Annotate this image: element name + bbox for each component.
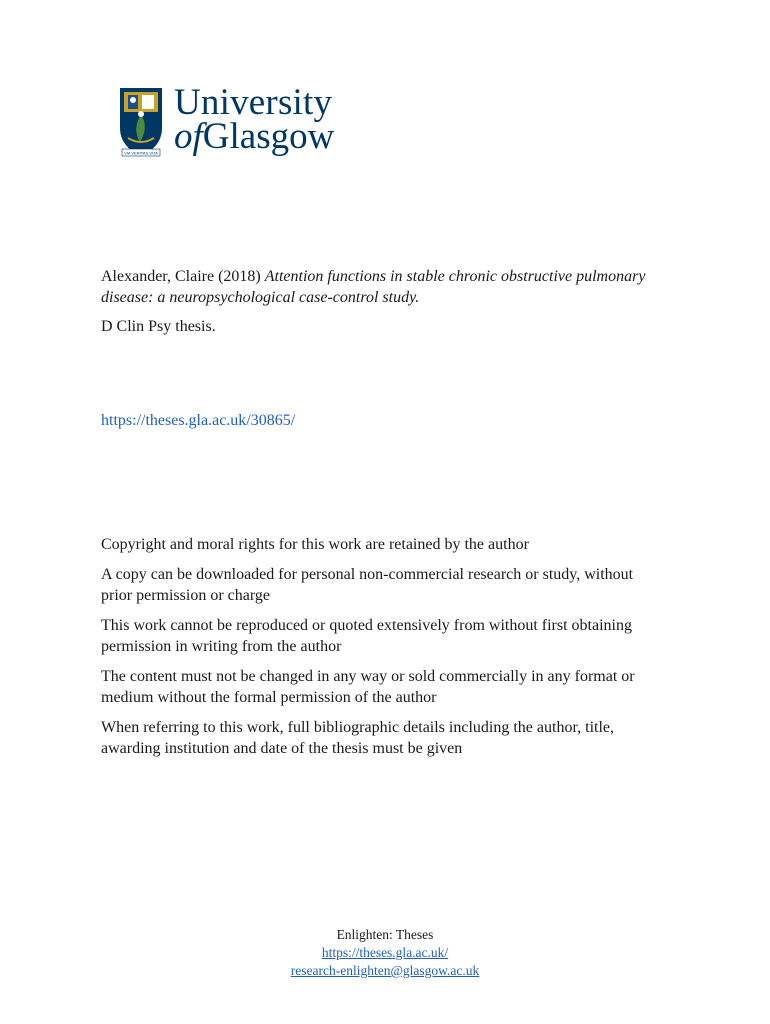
rights-paragraph: A copy can be downloaded for personal non-commercial research or study, without prior permission or charge [101, 566, 634, 604]
university-crest-icon [118, 86, 164, 158]
rights-paragraph: This work cannot be reproduced or quoted extensively from without first obtaining permission in writing from the author [101, 617, 632, 655]
footer-heading: Enlighten: Theses [336, 927, 434, 942]
citation-title: Attention functions in stable chronic obstructive pulmonary disease: a neuropsychological case-control study. [101, 268, 646, 306]
wordmark-of: of [174, 116, 203, 157]
thesis-url-link[interactable]: https://theses.gla.ac.uk/30865/ [101, 412, 296, 429]
citation-author-year: Alexander, Claire (2018) [101, 268, 265, 285]
footer-email-link[interactable]: research-enlighten@glasgow.ac.uk [290, 963, 480, 978]
wordmark-line2 [174, 118, 334, 155]
university-wordmark [174, 82, 334, 155]
university-logo [118, 82, 334, 158]
footer-theses-link[interactable]: https://theses.gla.ac.uk/ [321, 945, 449, 960]
wordmark-line1: University [174, 82, 333, 123]
rights-statement [101, 534, 661, 768]
rights-paragraph: The content must not be changed in any way or sold commercially in any format or medium without the formal permission of the author [101, 668, 635, 706]
thesis-citation [101, 266, 661, 308]
crest-motto: VIA VERITAS VITA [124, 150, 158, 156]
rights-paragraph: When referring to this work, full bibliographic details including the author, title, awarding institution and date of the thesis must be given [101, 719, 615, 757]
footer [0, 926, 770, 980]
degree-line: D Clin Psy thesis. [101, 318, 216, 335]
rights-paragraph: Copyright and moral rights for this work are retained by the author [101, 536, 529, 553]
wordmark-glasgow: Glasgow [202, 116, 335, 157]
